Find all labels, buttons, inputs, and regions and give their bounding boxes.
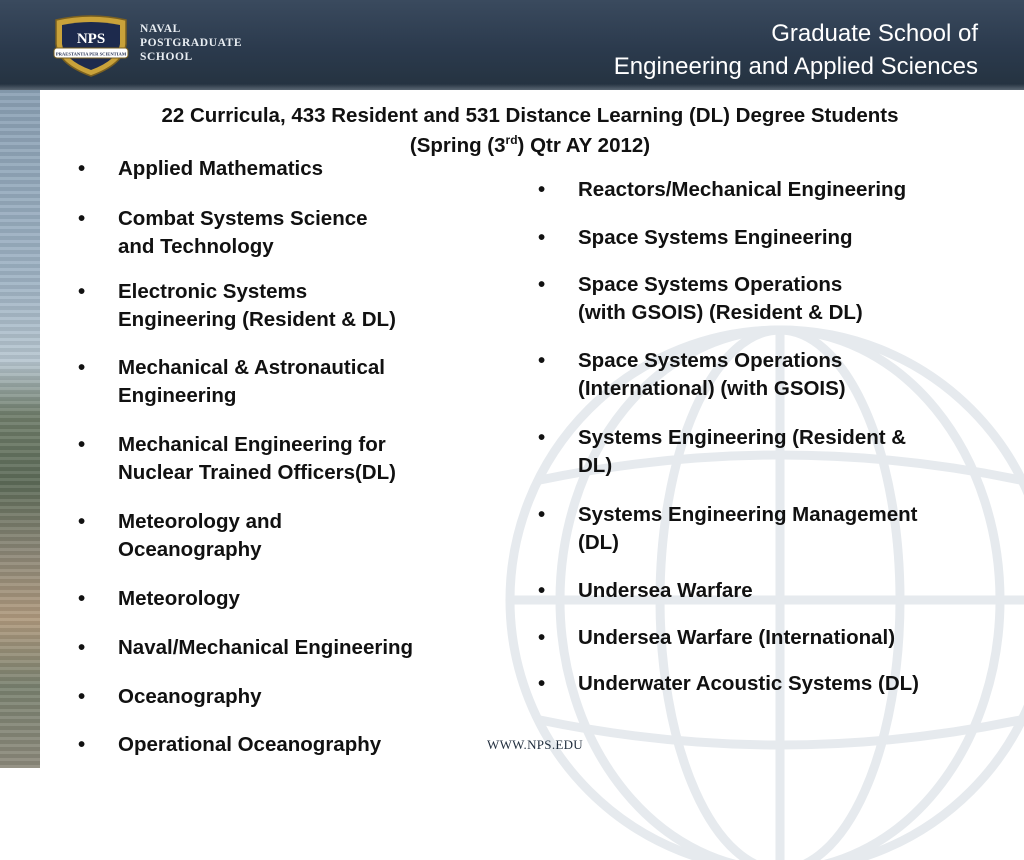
curriculum-name-line: Applied Mathematics xyxy=(118,157,324,180)
curriculum-name-line: Underwater Acoustic Systems (DL) xyxy=(578,672,919,695)
curriculum-name-line: Undersea Warfare (International) xyxy=(578,626,896,649)
curriculum-name xyxy=(118,731,381,759)
curriculum-name-line: DL) xyxy=(578,454,613,477)
curriculum-name-line: Operational Oceanography xyxy=(118,733,382,756)
curriculum-name xyxy=(118,508,282,564)
curricula-summary-line-1: 22 Curricula, 433 Resident and 531 Distance Learning (DL) Degree Students xyxy=(161,104,899,127)
curriculum-name xyxy=(118,585,240,613)
term-suffix: ) Qtr AY 2012) xyxy=(517,134,651,157)
curriculum-name-line: and Technology xyxy=(118,235,274,258)
term-prefix: (Spring (3 xyxy=(409,134,506,157)
curriculum-name xyxy=(578,670,919,698)
bullet-icon: • xyxy=(538,672,546,695)
campus-photo-strip xyxy=(0,90,40,768)
curriculum-name-line: Reactors/Mechanical Engineering xyxy=(578,178,907,201)
curriculum-name-line: Naval/Mechanical Engineering xyxy=(118,636,414,659)
curriculum-name-line: Space Systems Operations xyxy=(578,349,843,372)
bullet-icon: • xyxy=(538,273,546,296)
curriculum-name-line: (International) (with GSOIS) xyxy=(578,377,846,400)
curriculum-name xyxy=(578,624,895,652)
slide-title xyxy=(614,17,978,83)
bullet-icon: • xyxy=(538,426,546,449)
curriculum-name xyxy=(118,155,323,183)
bullet-icon: • xyxy=(78,207,86,230)
term-superscript: rd xyxy=(505,133,518,148)
bullet-icon: • xyxy=(538,626,546,649)
curriculum-name xyxy=(118,683,262,711)
bullet-icon: • xyxy=(78,356,86,379)
curriculum-name-line: Oceanography xyxy=(118,685,262,708)
curriculum-name xyxy=(578,501,917,557)
bullet-icon: • xyxy=(78,587,86,610)
curriculum-name-line: Mechanical Engineering for xyxy=(118,433,386,456)
curriculum-name-line: Systems Engineering Management xyxy=(578,503,918,526)
bullet-icon: • xyxy=(78,433,86,456)
logo-text: NPS xyxy=(76,31,106,47)
curriculum-name-line: (with GSOIS) (Resident & DL) xyxy=(578,301,863,324)
curriculum-name-line: Nuclear Trained Officers(DL) xyxy=(118,461,396,484)
curriculum-name xyxy=(578,577,753,605)
curriculum-name xyxy=(118,205,368,261)
bullet-icon: • xyxy=(78,157,86,180)
curriculum-name xyxy=(118,354,385,410)
left-curricula-list xyxy=(78,155,498,765)
bullet-icon: • xyxy=(538,503,546,526)
curriculum-name-line: Meteorology xyxy=(118,587,240,610)
bullet-icon: • xyxy=(78,510,86,533)
curriculum-name xyxy=(118,634,413,662)
bullet-icon: • xyxy=(78,280,86,303)
slide-title-line-2: Engineering and Applied Sciences xyxy=(613,53,978,80)
curriculum-name-line: Meteorology and xyxy=(118,510,283,533)
bullet-icon: • xyxy=(538,579,546,602)
curriculum-name-line: Space Systems Engineering xyxy=(578,226,853,249)
bullet-icon: • xyxy=(78,685,86,708)
curriculum-name-line: Oceanography xyxy=(118,538,262,561)
school-name-line-1: NAVAL xyxy=(140,23,181,35)
bullet-icon: • xyxy=(78,733,86,756)
curriculum-name xyxy=(118,278,396,334)
curriculum-name-line: Systems Engineering (Resident & xyxy=(578,426,907,449)
school-name-line-3: SCHOOL xyxy=(140,51,193,63)
curriculum-name xyxy=(118,431,396,487)
bullet-icon: • xyxy=(538,349,546,372)
bullet-icon: • xyxy=(538,178,546,201)
curriculum-name xyxy=(578,347,846,403)
curriculum-name xyxy=(578,176,906,204)
nps-crest-logo xyxy=(48,14,134,78)
curriculum-name xyxy=(578,271,863,327)
curriculum-name-line: (DL) xyxy=(578,531,619,554)
school-name xyxy=(140,22,242,64)
slide-title-line-1: Graduate School of xyxy=(771,20,978,47)
curriculum-name-line: Engineering (Resident & DL) xyxy=(118,308,396,331)
curricula-summary xyxy=(60,101,1000,161)
bullet-icon: • xyxy=(538,226,546,249)
curriculum-name xyxy=(578,424,906,480)
curriculum-name-line: Space Systems Operations xyxy=(578,273,843,296)
curriculum-name xyxy=(578,224,853,252)
curriculum-name-line: Undersea Warfare xyxy=(578,579,753,602)
logo-motto: PRAESTANTIA PER SCIENTIAM xyxy=(55,51,127,57)
curriculum-name-line: Combat Systems Science xyxy=(118,207,368,230)
curriculum-name-line: Engineering xyxy=(118,384,237,407)
website-url: WWW.NPS.EDU xyxy=(487,737,583,752)
curriculum-name-line: Mechanical & Astronautical xyxy=(118,356,385,379)
school-name-line-2: POSTGRADUATE xyxy=(140,37,243,49)
bullet-icon: • xyxy=(78,636,86,659)
curriculum-name-line: Electronic Systems xyxy=(118,280,308,303)
right-curricula-list xyxy=(538,176,1018,706)
